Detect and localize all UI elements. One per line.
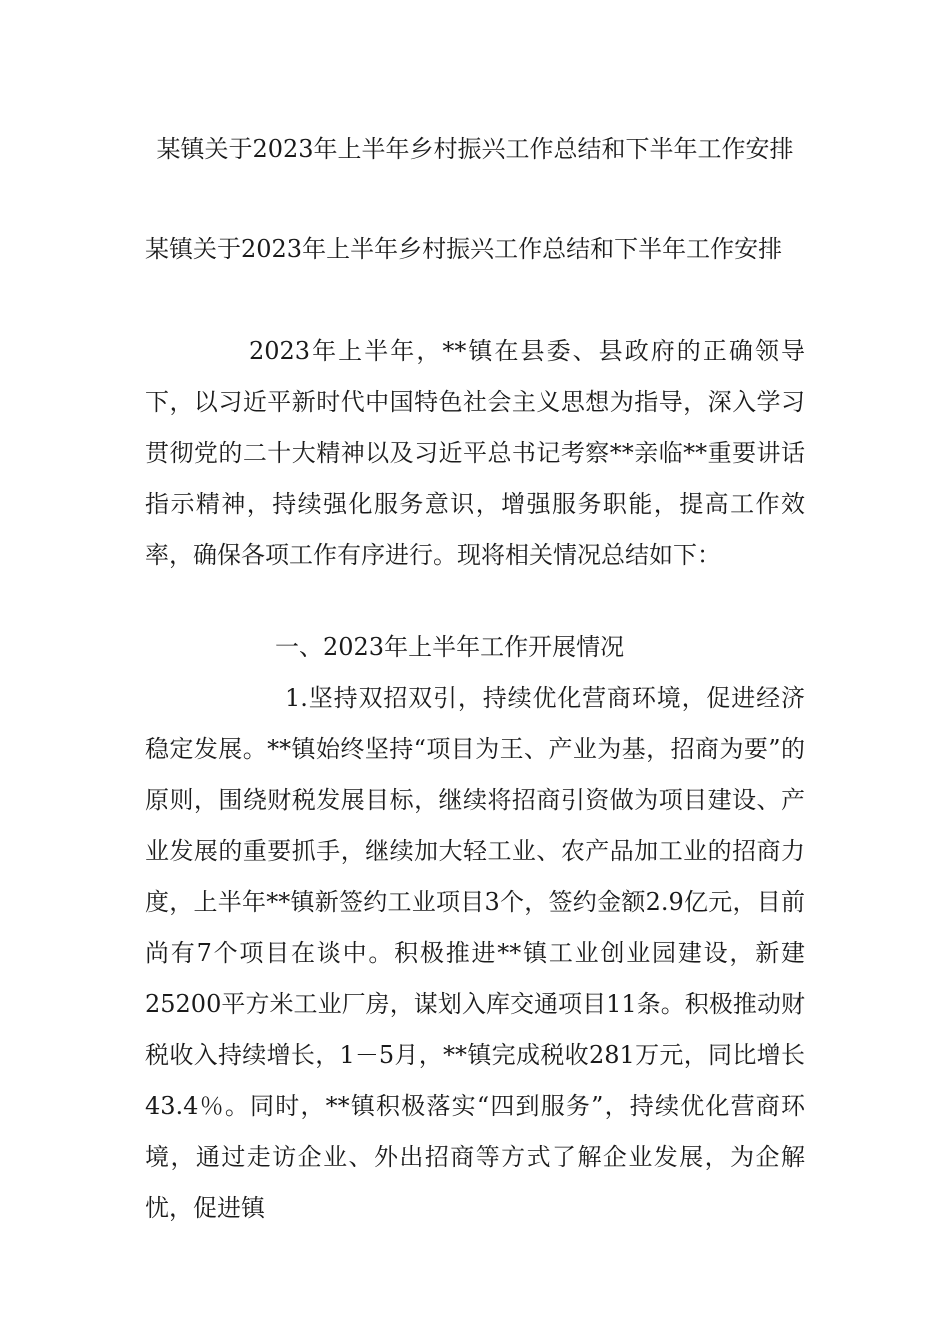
document-title: 某镇关于2023年上半年乡村振兴工作总结和下半年工作安排 [156, 135, 794, 163]
document-subtitle: 某镇关于2023年上半年乡村振兴工作总结和下半年工作安排 [145, 235, 783, 263]
section-paragraph: 1.坚持双招双引，持续优化营商环境，促进经济稳定发展。**镇始终坚持“项目为王、产业为基，招商为要”的原则，围绕财税发展目标，继续将招商引资做为项目建设、产业发展的重要抓手，继续加大轻工业、农产品加工业的招商力度，上半年**镇新签约工业项目3个，签约金额2.9亿元，目前尚有7个项目在谈中。积极推进**镇工业创业园建设，新建25200平方米工业厂房，谋划入库交通项目11条。积极推动财税收入持续增长，1－5月，**镇完成税收281万元，同比增长43.4％。同时，**镇积极落实“四到服务”，持续优化营商环境，通过走访企业、外出招商等方式了解企业发展，为企解忧，促进镇 [145, 684, 805, 1222]
intro-paragraph: 2023年上半年，**镇在县委、县政府的正确领导下，以习近平新时代中国特色社会主义思想为指导，深入学习贯彻党的二十大精神以及习近平总书记考察**亲临**重要讲话指示精神，持续强化服务意识，增强服务职能，提高工作效率，确保各项工作有序进行。现将相关情况总结如下： [145, 337, 805, 569]
section-heading: 一、2023年上半年工作开展情况 [275, 633, 625, 661]
